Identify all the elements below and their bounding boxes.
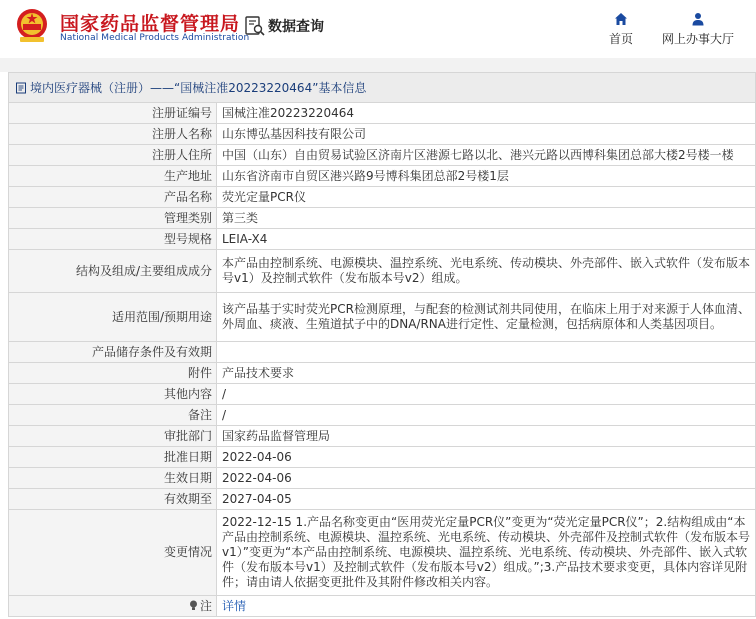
table-row: [9, 145, 756, 166]
table-row: [9, 596, 756, 617]
field-value: 第三类: [217, 208, 756, 229]
site-name: 国家药品监督管理局: [60, 13, 241, 35]
table-row: [9, 229, 756, 250]
field-label: 生产地址: [9, 166, 217, 187]
table-row: [9, 468, 756, 489]
table-row: [9, 124, 756, 145]
home-icon: [614, 12, 628, 26]
table-row: [9, 250, 756, 293]
field-value: 2027-04-05: [217, 489, 756, 510]
field-label: 变更情况: [9, 510, 217, 596]
site-name-en: National Medical Products Administration: [60, 33, 250, 43]
table-row: [9, 293, 756, 342]
data-query-icon: [244, 15, 266, 37]
field-label: 适用范围/预期用途: [9, 293, 217, 342]
site-header: [0, 0, 756, 58]
field-label: 结构及组成/主要组成成分: [9, 250, 217, 293]
table-row: [9, 208, 756, 229]
field-label: 附件: [9, 363, 217, 384]
header-divider: [0, 58, 756, 72]
field-value: /: [217, 405, 756, 426]
field-value: 山东博弘基因科技有限公司: [217, 124, 756, 145]
table-row: [9, 426, 756, 447]
nav-home-label: 首页: [608, 32, 633, 46]
field-value: 产品技术要求: [217, 363, 756, 384]
table-row: [9, 447, 756, 468]
field-value: 国家药品监督管理局: [217, 426, 756, 447]
field-label: 注册人名称: [9, 124, 217, 145]
field-value: 山东省济南市自贸区港兴路9号博科集团总部2号楼1层: [217, 166, 756, 187]
field-label: 产品储存条件及有效期: [9, 342, 217, 363]
field-label: 审批部门: [9, 426, 217, 447]
note-value-cell: [217, 596, 756, 617]
nav-online-office-label: 网上办事大厅: [661, 32, 734, 46]
field-label: 其他内容: [9, 384, 217, 405]
field-label: 注册证编号: [9, 103, 217, 124]
data-query-label: 数据查询: [268, 19, 324, 35]
field-value: 荧光定量PCR仪: [217, 187, 756, 208]
device-info-panel: [8, 72, 756, 617]
note-label: 注: [199, 598, 212, 613]
table-row: [9, 342, 756, 363]
field-value: 2022-12-15 1.产品名称变更由“医用荧光定量PCR仪”变更为“荧光定量PCR仪”；2.结构组成由“本产品由控制系统、电源模块、温控系统、光电系统、传动模块、外壳部件及控制式软件（发布版本号v1）”变更为“本产品由控制系统、电源模块、温控系统、光电系统、传动模块、外壳部件、嵌入式软件（发布版本号v1）及控制式软件（发布版本号v2）组成。”;3.产品技术要求变更，具体内容详见附件；请由请人依据变更批件及其附件修改相关内容。: [217, 510, 756, 596]
table-row: [9, 103, 756, 124]
field-value: [217, 342, 756, 363]
field-label: 管理类别: [9, 208, 217, 229]
document-icon: [15, 82, 27, 94]
field-value: 本产品由控制系统、电源模块、温控系统、光电系统、传动模块、外壳部件、嵌入式软件（发布版本号v1）及控制式软件（发布版本号v2）组成。: [217, 250, 756, 293]
field-label: 有效期至: [9, 489, 217, 510]
table-row: [9, 510, 756, 596]
user-icon: [691, 12, 705, 26]
field-value: LEIA-X4: [217, 229, 756, 250]
table-row: [9, 166, 756, 187]
details-link[interactable]: 详情: [222, 598, 247, 613]
table-row: [9, 405, 756, 426]
lightbulb-icon: [189, 600, 198, 611]
field-value: 国械注准20223220464: [217, 103, 756, 124]
field-value: /: [217, 384, 756, 405]
table-row: [9, 489, 756, 510]
field-value: 中国（山东）自由贸易试验区济南片区港源七路以北、港兴元路以西博科集团总部大楼2号楼一楼: [217, 145, 756, 166]
breadcrumb-text: 境内医疗器械（注册）——“国械注准20223220464”基本信息: [30, 81, 367, 95]
nav-online-office[interactable]: [660, 12, 736, 47]
data-query-link[interactable]: [244, 15, 324, 37]
note-label-cell: [9, 596, 217, 617]
field-value: 2022-04-06: [217, 447, 756, 468]
table-row: [9, 363, 756, 384]
field-label: 生效日期: [9, 468, 217, 489]
info-table: [8, 102, 756, 617]
field-value: 2022-04-06: [217, 468, 756, 489]
field-label: 型号规格: [9, 229, 217, 250]
national-emblem-icon: [14, 7, 50, 45]
table-row: [9, 187, 756, 208]
field-label: 产品名称: [9, 187, 217, 208]
breadcrumb: [8, 72, 756, 102]
field-value: 该产品基于实时荧光PCR检测原理，与配套的检测试剂共同使用，在临床上用于对来源于人体血清、外周血、痰液、生殖道拭子中的DNA/RNA进行定性、定量检测，包括病原体和人类基因项目。: [217, 293, 756, 342]
field-label: 备注: [9, 405, 217, 426]
table-row: [9, 384, 756, 405]
field-label: 注册人住所: [9, 145, 217, 166]
field-label: 批准日期: [9, 447, 217, 468]
nav-home[interactable]: [606, 12, 636, 47]
